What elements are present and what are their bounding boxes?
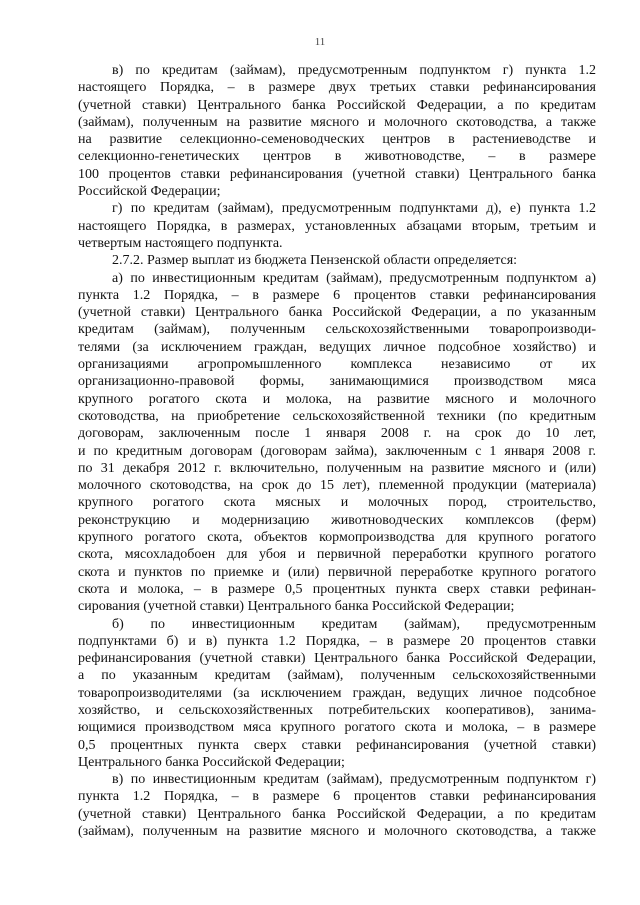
text-line: крупного рогатого скота мясных и молочных пород, строительство,	[78, 495, 596, 511]
text-line: (займам), полученным на развитие мясного и молочного скотоводства, а также	[78, 824, 596, 840]
text-line: (учетной ставки) Центрального банка Российской Федерации, а по указанным	[78, 305, 596, 321]
text-line: (учетной ставки) Центрального банка Российской Федерации, а по кредитам	[78, 806, 596, 822]
text-line: скота и пунктов по приемке и (или) первичной переработке крупного рогатого	[78, 564, 596, 580]
text-line: а) по инвестиционным кредитам (займам), предусмотренным подпунктом а)	[112, 270, 596, 286]
text-line: на развитие селекционно-семеноводческих центров в растениеводстве и	[78, 132, 596, 148]
text-line: скота и молока, – в размере 0,5 процентных пункта сверх ставки рефинан-	[78, 581, 596, 597]
text-line: 0,5 процентных пункта сверх ставки рефинансирования (учетной ставки)	[78, 737, 596, 753]
text-line: организациями агропромышленного комплекса независимо от их	[78, 357, 596, 373]
text-line: настоящего Порядка, – в размере двух третьих ставки рефинансирования	[78, 80, 596, 96]
text-line: б) по инвестиционным кредитам (займам), предусмотренным	[112, 616, 596, 632]
text-line: хозяйство, и сельскохозяйственных потребительских кооперативов), занима-	[78, 702, 596, 718]
text-line: 2.7.2. Размер выплат из бюджета Пензенской области определяется:	[112, 253, 518, 269]
text-line: в) по кредитам (займам), предусмотренным подпунктом г) пункта 1.2	[112, 63, 596, 78]
text-line: рефинансирования (учетной ставки) Центрального банка Российской Федерации,	[78, 651, 596, 667]
text-line: Российской Федерации;	[78, 184, 221, 200]
document-body	[78, 62, 596, 840]
text-line: и по кредитным договорам (договорам займа), заключенным с 1 января 2008 г.	[78, 443, 596, 459]
text-line: по 31 декабря 2012 г. включительно, полученным на развитие мясного и (или)	[78, 460, 596, 476]
text-line: ющимися производством мяса крупного рогатого скота и молока, – в размере	[78, 720, 596, 736]
page-number: 11	[314, 36, 326, 48]
text-line: товаропроизводителями (за исключением граждан, ведущих личное подсобное	[78, 685, 596, 701]
text-line: сирования (учетной ставки) Центрального банка Российской Федерации;	[78, 599, 515, 615]
text-line: пункта 1.2 Порядка, – в размере 6 процентов ставки рефинансирования	[78, 789, 596, 805]
text-line: подпунктами б) и в) пункта 1.2 Порядка, – в размере 20 процентов ставки	[78, 633, 596, 649]
text-line: а по указанным кредитам (займам), полученным сельскохозяйственными	[78, 668, 596, 684]
text-line: в) по инвестиционным кредитам (займам), предусмотренным подпунктом г)	[112, 772, 596, 788]
text-line: четвертым настоящего подпункта.	[78, 235, 283, 251]
text-line: организационно-правовой формы, занимающимися производством мяса	[78, 374, 596, 390]
text-line: 100 процентов ставки рефинансирования (учетной ставки) Центрального банка	[78, 166, 596, 182]
text-line: настоящего Порядка, в размерах, установленных абзацами вторым, третьим и	[78, 218, 596, 234]
text-line: телями (за исключением граждан, ведущих личное подсобное хозяйство) и	[78, 339, 596, 355]
text-line: (учетной ставки) Центрального банка Российской Федерации, а по кредитам	[78, 97, 596, 113]
text-line: Центрального банка Российской Федерации;	[78, 754, 345, 770]
text-line: крупного рогатого скота, объектов кормопроизводства для крупного рогатого	[78, 530, 596, 546]
text-line: г) по кредитам (займам), предусмотренным подпунктами д), е) пункта 1.2	[112, 201, 596, 217]
text-line: пункта 1.2 Порядка, – в размере 6 процентов ставки рефинансирования	[78, 287, 596, 303]
text-line: скота, мясохладобоен для убоя и первичной переработки крупного рогатого	[78, 547, 596, 563]
text-line: (займам), полученным на развитие мясного и молочного скотоводства, а также	[78, 114, 596, 130]
text-line: крупного рогатого скота и молока, на развитие мясного и молочного	[78, 391, 596, 407]
text-line: договорам, заключенным после 1 января 2008 г. на срок до 10 лет,	[78, 426, 596, 442]
text-line: кредитам (займам), полученным сельскохозяйственными товаропроизводи-	[78, 322, 596, 338]
text-line: селекционно-генетических центров в животноводстве, – в размере	[78, 149, 596, 165]
text-line: реконструкцию и модернизацию животноводческих комплексов (ферм)	[78, 512, 596, 528]
text-line: молочного скотоводства, на срок до 15 лет), племенной продукции (материала)	[78, 478, 596, 494]
text-line: скотоводства, на приобретение сельскохозяйственной техники (по кредитным	[78, 408, 596, 424]
